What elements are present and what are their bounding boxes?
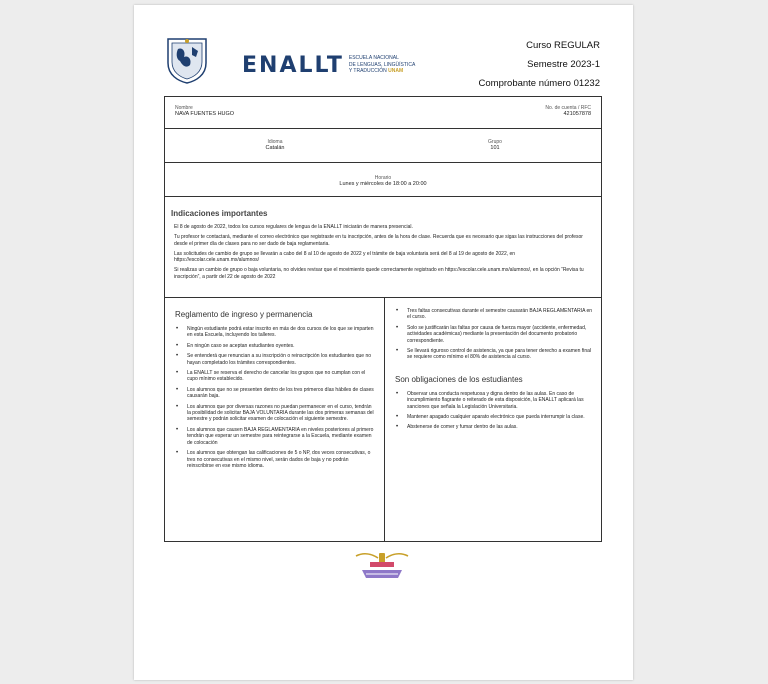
header-info (479, 36, 600, 93)
rule-item: • Tres faltas consecutivas durante el semestre causarán BAJA REGLAMENTARIA en el curso. (395, 308, 593, 321)
rule-item: • Ningún estudiante podrá estar inscrito en más de dos cursos de los que se imparten en esta Escuela, incluyendo los talleres. (175, 326, 374, 339)
rule-item: • Los alumnos que causen BAJA REGLAMENTARIA en niveles posteriores al primero tendrán que esperar un semestre para reintegrarse a la Escuela, mediante examen de colocación (175, 427, 374, 446)
course-row (164, 128, 602, 162)
obligation-item: • Mantener apagado cualquier aparato electrónico que pueda interrumpir la clase. (395, 414, 593, 420)
rule-item: • Se entenderá que renuncian a su inscripción o reinscripción los estudiantes que no hayan completado los trámites correspondientes. (175, 353, 374, 366)
rule-item: • Los alumnos que obtengan las calificaciones de 5 o NP, dos veces consecutivas, o tres no consecutivas en el mismo nivel, serán dados de baja y no podrán reinscribirse en ese mismo idioma. (175, 450, 374, 469)
logo-wordmark: ENALLT (242, 52, 344, 78)
obligation-item: • Observar una conducta respetuosa y digna dentro de las aulas. En caso de incumplimiento flagrante o reiterado de esta disposición, la ENALLT aplicará las sanciones que señala la Legislación Universitaria. (395, 391, 593, 410)
schedule-block (165, 175, 601, 187)
rules-right-column (385, 298, 603, 541)
account-number: 421057878 (563, 111, 591, 117)
group-block (455, 139, 535, 151)
document-page (134, 5, 633, 680)
indications-section (164, 196, 602, 297)
logo-subtitle (349, 55, 415, 75)
rules-list (175, 326, 374, 469)
rule-item: • Se llevará riguroso control de asistencia, ya que para tener derecho a examen final se requiere como mínimo el 80% de asistencia al curso. (395, 348, 593, 361)
student-name-block (175, 105, 234, 117)
rule-item: • En ningún caso se aceptan estudiantes oyentes. (175, 343, 374, 349)
obligations-list (395, 391, 593, 431)
logo-subtitle-line: DE LENGUAS, LINGÜÍSTICA (348, 61, 416, 68)
rule-item: • Los alumnos que no se presenten dentro de los tres primeros días hábiles de clases causarán baja. (175, 387, 374, 400)
enallt-logo (242, 49, 415, 81)
account-label: No. de cuenta / RFC (545, 105, 591, 111)
rules-section (164, 297, 602, 542)
course-type: Curso REGULAR (526, 40, 600, 51)
indications-title: Indicaciones importantes (171, 209, 268, 218)
language-block (235, 139, 315, 151)
rules-left-column (165, 298, 385, 541)
rules-title: Reglamento de ingreso y permanencia (175, 310, 313, 319)
obligation-item: • Abstenerse de comer y fumar dentro de las aulas. (395, 424, 593, 430)
rule-item: • Los alumnos que por diversas razones no puedan permanecer en el curso, tendrán la posibilidad de solicitar BAJA VOLUNTARIA durante las dos primeras semanas del semestre y podrán solicitar examen de colocación el siguiente semestre. (175, 404, 374, 423)
schedule-value: Lunes y miércoles de 18:00 a 20:00 (339, 181, 427, 187)
schedule-row (164, 162, 602, 196)
language-label: Idioma (267, 139, 283, 145)
rules-list-continued (395, 308, 593, 361)
rule-item: • Solo se justificarán las faltas por causa de fuerza mayor (accidente, enfermedad, actividades académicas) mediante la presentación del documento probatorio correspondiente. (395, 325, 593, 344)
student-name-label: Nombre (175, 105, 193, 111)
indication-paragraph: Las solicitudes de cambio de grupo se llevarán a cabo del 8 al 10 de agosto de 2022 y el trámite de baja voluntaria será del 8 al 19 de agosto de 2022, en https://escolar.cele.unam.mx/alumnos/ (174, 250, 516, 264)
logo-subtitle-line: Y TRADUCCIÓN UNAM (348, 68, 404, 75)
student-name: NAVA FUENTES HUGO (175, 111, 235, 117)
group-label: Grupo (488, 139, 502, 145)
rule-item: • La ENALLT se reserva el derecho de cancelar los grupos que no cumplan con el cupo mínimo establecido. (175, 370, 374, 383)
account-block (545, 105, 591, 117)
student-row (164, 96, 602, 128)
receipt-number: Comprobante número 01232 (478, 78, 600, 89)
group-value: 101 (490, 145, 500, 151)
obligations-title: Son obligaciones de los estudiantes (395, 374, 523, 384)
indication-paragraph: Si realizas un cambio de grupo o baja voluntaria, no olvides revisar que el movimiento quede correctamente registrado en https://escolar.cele.unam.mx/alumnos/, en la opción “Revisa tu inscripción”, a partir del 22 de agosto de 2022 (174, 267, 584, 280)
indication-paragraph: El 8 de agosto de 2022, todos los cursos regulares de lengua de la ENALLT iniciarán de manera presencial. (174, 224, 413, 230)
semester: Semestre 2023-1 (527, 59, 600, 70)
unam-seal-logo (164, 35, 210, 85)
language-value: Catalán (265, 145, 285, 151)
schedule-label: Horario (374, 175, 392, 181)
indication-paragraph: Tu profesor te contactará, mediante el correo electrónico que registraste en tu inscripción, antes de la hora de clase. Recuerda que es necesario que sigas las instrucciones del profesor desde el primer día de clases para no ser dado de baja reglamentaria. (174, 234, 583, 247)
footer-emblem-logo (352, 550, 412, 582)
logo-subtitle-line: ESCUELA NACIONAL (348, 55, 399, 62)
